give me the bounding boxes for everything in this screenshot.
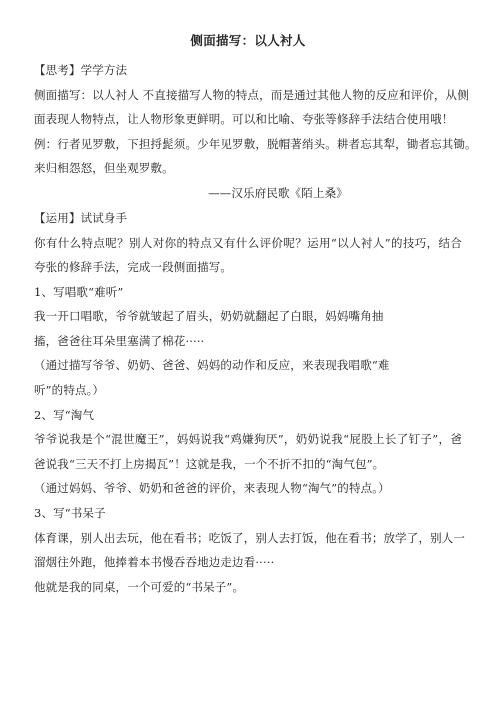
- paragraph-line: 溜烟往外跑，他捧着本书慢吞吞地边走边看·····: [34, 555, 275, 569]
- paragraph-line: 搐，爸爸往耳朵里塞满了棉花·····: [34, 334, 205, 348]
- document-title: 侧面描写：以人衬人: [190, 33, 306, 48]
- paragraph-line: 体育课，别人出去玩，他在看书；吃饭了，别人去打饭，他在看书；放学了，别人一: [34, 531, 466, 545]
- paragraph-line: （通过妈妈、爷爷、奶奶和爸爸的评价，来表现人物“淘气”的特点。）: [34, 481, 390, 495]
- paragraph-line: 爸说我“三天不打上房揭瓦”！这就是我，一个不折不扣的“淘气包”。: [34, 457, 385, 471]
- example-heading-1: 1、写唱歌“难听”: [34, 285, 124, 299]
- paragraph-line: 例：行者见罗敷，下担捋髭须。少年见罗敷，脱帽著绡头。耕者忘其犁，锄者忘其锄。: [34, 137, 477, 151]
- example-heading-3: 3、写“书呆子: [34, 506, 106, 520]
- section-heading-think: 【思考】学学方法: [34, 63, 128, 77]
- paragraph-line: 爷爷说我是个“混世魔王”，妈妈说我“鸡嫌狗厌”，奶奶说我“屁股上长了钉子”，爸: [34, 432, 462, 446]
- paragraph-line: 夸张的修辞手法，完成一段侧面描写。: [34, 260, 233, 274]
- paragraph-line: 他就是我的同桌，一个可爱的“书呆子”。: [34, 580, 245, 594]
- paragraph-line: （通过描写爷爷、奶奶、爸爸、妈妈的动作和反应，来表现我唱歌“难: [34, 358, 390, 372]
- paragraph-line: 听”的特点。）: [34, 383, 105, 397]
- poem-attribution: ——汉乐府民歌《陌上桑》: [208, 186, 348, 200]
- paragraph-line: 来归相怨怒，但坐观罗敷。: [34, 161, 174, 175]
- paragraph-line: 侧面描写：以人衬人 不直接描写人物的特点，而是通过其他人物的反应和评价，从侧: [34, 88, 469, 102]
- paragraph-line: 我一开口唱歌，爷爷就皱起了眉头，奶奶就翻起了白眼，妈妈嘴角抽: [34, 309, 384, 323]
- example-heading-2: 2、写“淘气: [34, 408, 95, 422]
- paragraph-line: 你有什么特点呢？别人对你的特点又有什么评价呢？运用“以人衬人”的技巧，结合: [34, 236, 462, 250]
- section-heading-apply: 【运用】试试身手: [34, 211, 128, 225]
- paragraph-line: 面表现人物特点，让人物形象更鲜明。可以和比喻、夸张等修辞手法结合使用哦！: [34, 112, 454, 126]
